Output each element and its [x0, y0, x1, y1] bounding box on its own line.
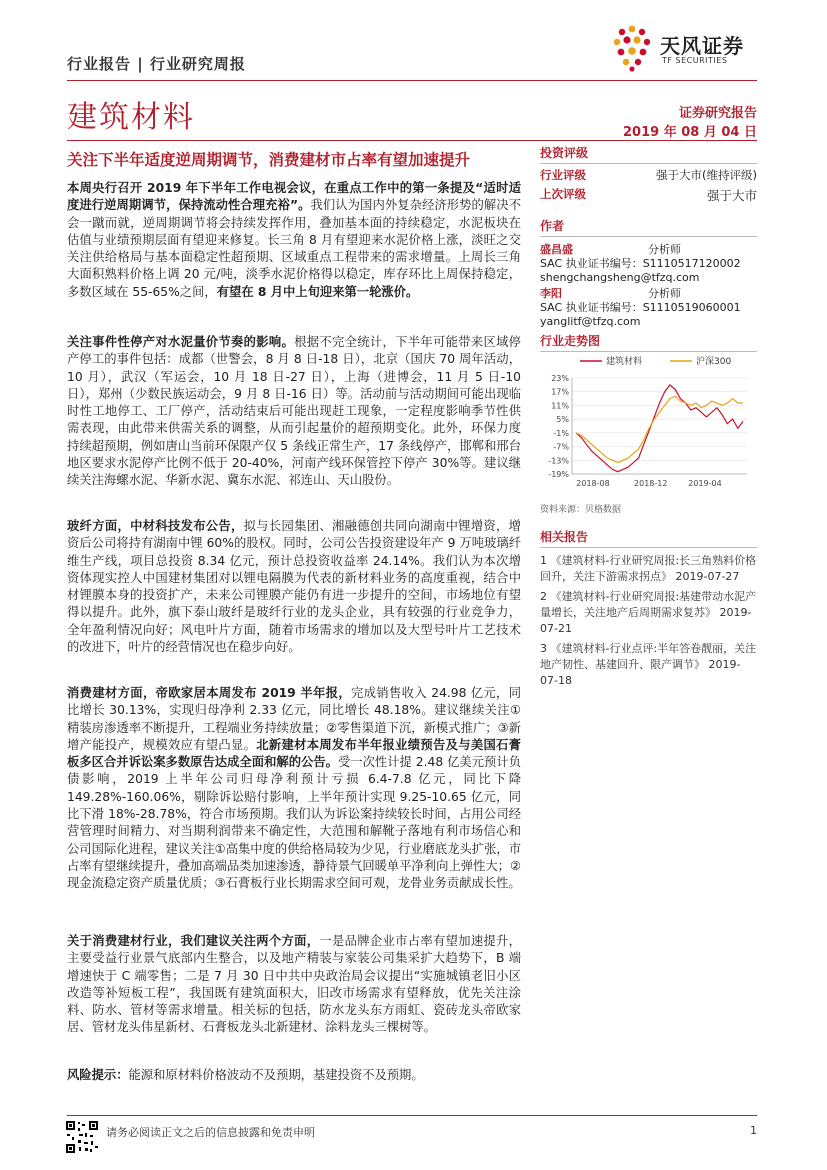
- para1-tail: 有望在 8 月中上旬迎来第一轮涨价。: [216, 284, 419, 299]
- para4-body2: 受一次性计提 2.48 亿美元预计负债影响，2019 上半年公司归母净利预计亏损 6.4-7.8 亿元，同比下降 149.28%-160.06%，剔除诉讼赔付影响，上半年预计实现 9.25-10.65 亿元，同比下滑 18%-28.78%，符合市场预期。我们认为诉讼案持续较长时间，占用公司经营管理时间精力、对当期利润带来不确定性，大范围和解靴子落地有利市场信心和公司国际化进程，建议关注①高集中度的供给格局较为少见，行业磨底龙头扩张，市占率有望继续提升，叠加高端品类加速渗透，静待景气回暖单平净利向上弹性大；②现金流稳定资产质量优质；③石膏板行业长期需求空间可观，龙骨业务贡献成长性。: [67, 755, 521, 891]
- x-tick-label: 2019-04: [688, 479, 722, 488]
- prev-rating: [540, 186, 757, 204]
- industry-rating: [540, 167, 757, 183]
- author-2-name: 李阳: [540, 287, 562, 300]
- series-line-1: [576, 385, 743, 472]
- para4-body: 完成销售收入 24.98 亿元，同比增长 30.13%，实现归母净利 2.33 亿元，同比增长 48.18%。建议继续关注①精装房渗透率不断提升，工程端业务持续放量；②零售渠道下沉，新模式推广；③新增产能投产，规模效应有望凸显。: [67, 686, 521, 752]
- y-tick-label: -13%: [548, 456, 569, 466]
- prev-rating-label: 上次评级: [540, 187, 586, 201]
- author-1-name: 盛昌盛: [540, 243, 573, 256]
- chart-source: 资料来源：贝格数据: [540, 505, 622, 515]
- para1-body: 我们认为国内外复杂经济形势的解决不会一蹴而就，逆周期调节将会持续发挥作用，叠加基本面的持续稳定，水泥板块在估值与业绩预期层面有望迎来修复。长三角 8 月有望迎来水泥价格上涨，淡旺之交关注供给格局与基本面稳定性超预期、区域重点工程带来的需求增量。上周长三角大面积熟料价格上调 20 元/吨，淡季水泥价格得以稳定，库存环比上周保持稳定，多数区域在 55-65%之间，: [67, 198, 521, 299]
- related-block: [540, 528, 757, 689]
- trend-title: 行业走势图: [540, 332, 757, 352]
- author-2: [540, 287, 757, 329]
- rating-block: [540, 144, 757, 204]
- para6-body: 能源和原材料价格波动不及预期，基建投资不及预期。: [128, 1068, 424, 1082]
- report-category: 行业报告 | 行业研究周报: [67, 55, 246, 73]
- authors-title: 作者: [540, 217, 757, 237]
- para2-lead: 关注事件性停产对水泥量价节奏的影响。: [67, 335, 295, 349]
- header-rule: [67, 80, 757, 81]
- author-2-email[interactable]: yanglitf@tfzq.com: [540, 315, 641, 328]
- logo-text-en: TF SECURITIES: [662, 56, 728, 65]
- legend-label-1: 建筑材料: [606, 357, 643, 367]
- related-item-2[interactable]: 2 《建筑材料-行业研究周报:基建带动水泥产量增长，关注地产后周期需求复苏》 2019-07-21: [540, 590, 757, 635]
- qr-code-icon: [65, 1120, 99, 1154]
- author-1-email[interactable]: shengchangsheng@tfzq.com: [540, 271, 700, 284]
- industry-rating-value: 强于大市(维持评级): [656, 168, 757, 182]
- paragraph-2: [67, 334, 521, 490]
- industry-title: 建筑材料: [67, 100, 195, 135]
- para1-lead: 本周央行召开 2019 年下半年工作电视会议，在重点工作中的第一条提及“适时适度进行逆周期调节，保持流动性合理充裕”。: [67, 181, 521, 213]
- authors-block: [540, 217, 757, 329]
- author-1: [540, 243, 757, 285]
- para3-body: 拟与长园集团、湘融德创共同向湖南中锂增资，增资后公司将持有湖南中锂 60%的股权。同时，公司公告投资建设年产 9 万吨玻璃纤维生产线，项目总投资 8.34 亿元，预计总投资收益率 24.14%。我们认为本次增资体现实控人中国建材集团对以锂电隔膜为代表的新材料业务的高度重视，结合中材锂膜本身的投资扩产，未来公司锂膜产能仍有进一步提升的空间，市场地位有望得以提升。此外，旗下泰山玻纤是玻纤行业的龙头企业，具有较强的行业竞争力，全年盈利情况向好；风电叶片方面，随着市场需求的增加以及大型号叶片工艺技术的改进下，叶片的经营情况也在稳步向好。: [67, 519, 521, 655]
- report-type: 证券研究报告: [678, 106, 757, 121]
- related-date-3: 2019-07-18: [540, 658, 741, 687]
- prev-rating-value: 强于大市: [706, 188, 757, 203]
- trend-chart: [540, 352, 757, 500]
- related-date-1: 2019-07-27: [675, 570, 740, 583]
- logo-text-cn: 天风证券: [660, 34, 744, 58]
- para5-lead: 关于消费建材行业，我们建议关注两个方面，: [67, 934, 320, 948]
- x-tick-label: 2018-12: [634, 479, 668, 488]
- y-tick-label: 17%: [551, 387, 569, 397]
- page-number: 1: [750, 1124, 757, 1137]
- para3-lead: 玻纤方面，中材科技发布公告，: [67, 519, 244, 533]
- y-tick-label: -19%: [548, 470, 569, 479]
- y-tick-label: 23%: [551, 374, 569, 383]
- report-date: 2019 年 08 月 04 日: [623, 125, 757, 140]
- headline: 关注下半年适度逆周期调节，消费建材市占率有望加速提升: [67, 151, 471, 169]
- author-2-cert: SAC 执业证书编号：S1110519060001: [540, 301, 741, 314]
- rating-title: 投资评级: [540, 144, 757, 164]
- y-tick-label: -1%: [553, 428, 569, 438]
- para2-body: 根据不完全统计，下半年可能带来区域停产停工的事件包括：成都（世警会，8 月 8 日-18 日），北京（国庆 70 周年活动，10 月），武汉（军运会，10 月 18 日-27 日），上海（进博会，11 月 5 日-10 日），郑州（少数民族运动会，9 月 8 日-16 日）等。活动前与活动期间可能出现临时性工地停工、工厂停产，活动结束后可能出现赶工现象，一定程度影响季节性供需表现，由此带来供需关系的调整，从而引起量价的超预期变化。此外，环保力度持续超预期，例如唐山当前环保限产仅 5 条线正常生产，17 条线停产，邯郸和邢台地区要求水泥停产比例不低于 20-40%，河南产线环保管控下停产 30%等。建议继续关注海螺水泥、华新水泥、冀东水泥、祁连山、天山股份。: [67, 335, 521, 488]
- paragraph-4: [67, 685, 521, 893]
- x-tick-label: 2018-08: [576, 479, 610, 488]
- paragraph-1: [67, 180, 521, 301]
- industry-rating-label: 行业评级: [540, 168, 586, 182]
- related-item-1[interactable]: 1 《建筑材料-行业研究周报:长三角熟料价格回升，关注下游需求拐点》 2019-07-27: [540, 554, 757, 583]
- para6-lead: 风险提示：: [67, 1068, 129, 1082]
- trend-block: [540, 332, 757, 352]
- related-date-2: 2019-07-21: [540, 606, 752, 635]
- paragraph-6: [67, 1067, 521, 1084]
- author-1-cert: SAC 执业证书编号：S1110517120002: [540, 257, 741, 270]
- paragraph-5: [67, 933, 521, 1037]
- y-tick-label: 11%: [551, 401, 569, 411]
- para5-body: 一是品牌企业市占率有望加速提升，主要受益行业景气底部内生整合，以及地产精装与家装公司集采扩大趋势下，B 端增速快于 C 端零售；二是 7 月 30 日中共中央政治局会议提出“实施城镇老旧小区改造等补短板工程”，我国既有建筑面积大，旧改市场需求有望释放，优先关注涂料、防水、管材等需求增量。相关标的包括，防水龙头东方雨虹、瓷砖龙头帝欧家居、管材龙头伟星新材、石膏板龙头北新建材、涂料龙头三棵树等。: [67, 934, 521, 1035]
- disclaimer-text: 请务必阅读正文之后的信息披露和免责申明: [106, 1126, 315, 1139]
- para4-lead: 消费建材方面，帝欧家居本周发布 2019 半年报，: [67, 686, 352, 700]
- footer-rule: [67, 1115, 757, 1116]
- related-title: 相关报告: [540, 528, 757, 548]
- author-2-role: 分析师: [648, 287, 681, 300]
- series-line-2: [576, 396, 743, 462]
- author-1-role: 分析师: [648, 243, 681, 256]
- related-item-3[interactable]: 3 《建筑材料-行业点评:半年答卷靓丽，关注地产韧性、基建回升、限产调节》 2019-07-18: [540, 642, 757, 687]
- y-tick-label: 5%: [556, 415, 569, 425]
- y-tick-label: -7%: [553, 442, 569, 452]
- paragraph-3: [67, 518, 521, 656]
- para4-tail: 北新建材本周发布半年报业绩预告及与美国石膏板多区合并诉讼案多数原告达成全面和解的公告。: [67, 737, 521, 770]
- legend-label-2: 沪深300: [696, 357, 732, 367]
- title-rule: [67, 140, 757, 141]
